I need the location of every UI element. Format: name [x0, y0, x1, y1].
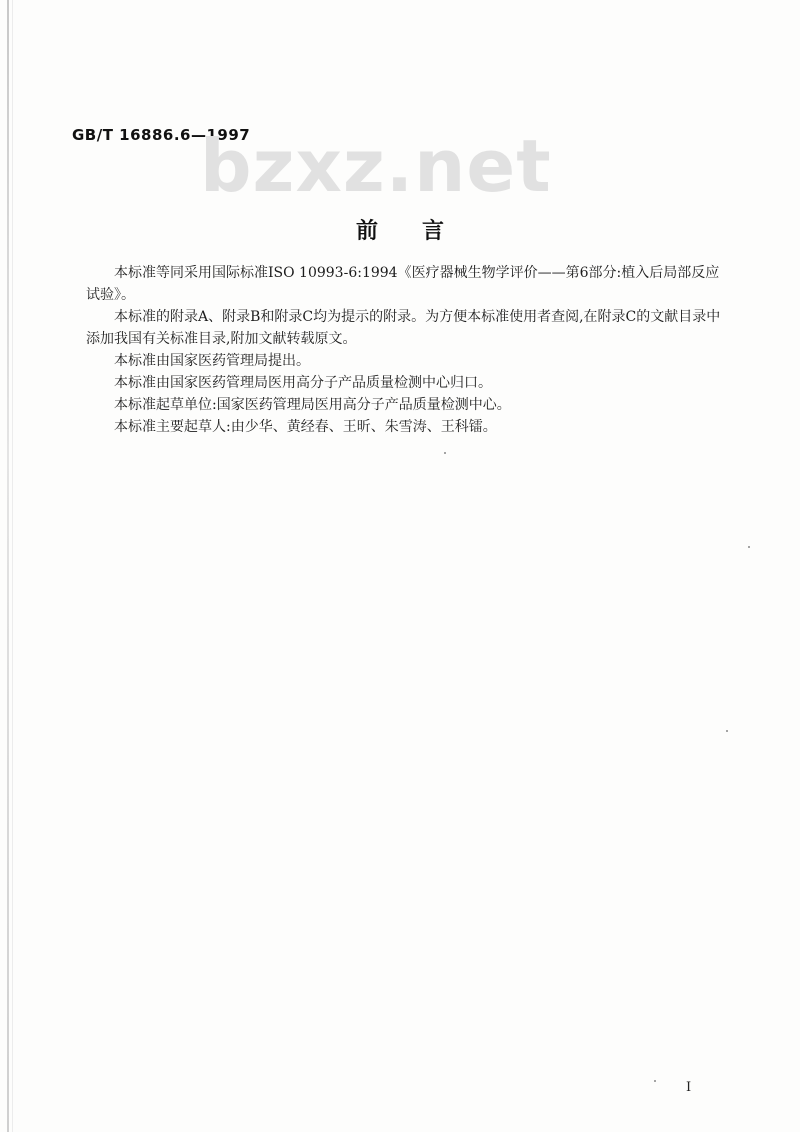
paragraph: 本标准等同采用国际标准ISO 10993-6:1994《医疗器械生物学评价——第6部分:植入后局部反应试验》。 [86, 265, 720, 303]
standard-code: GB/T 16886.6—1997 [72, 126, 251, 144]
paragraph: 本标准起草单位:国家医药管理局医用高分子产品质量检测中心。 [114, 397, 511, 413]
scan-speck [726, 730, 728, 732]
scan-edge-line-secondary [12, 0, 13, 1132]
paragraph: 本标准主要起草人:由少华、黄经春、王昕、朱雪涛、王科镭。 [114, 419, 497, 435]
paragraph: 本标准由国家医药管理局医用高分子产品质量检测中心归口。 [114, 375, 492, 391]
page-title: 前言 [355, 218, 488, 244]
scan-speck [654, 1080, 656, 1082]
paragraph: 本标准由国家医药管理局提出。 [114, 353, 310, 369]
watermark: bzxz.net [200, 124, 552, 208]
scan-speck [748, 546, 750, 548]
scan-speck [444, 452, 446, 454]
page-number: I [686, 1080, 692, 1095]
paragraph: 本标准的附录A、附录B和附录C均为提示的附录。为方便本标准使用者查阅,在附录C的文献目录中添加我国有关标准目录,附加文献转载原文。 [86, 309, 721, 347]
scan-edge-line [7, 0, 9, 1132]
preface-body [86, 262, 726, 438]
